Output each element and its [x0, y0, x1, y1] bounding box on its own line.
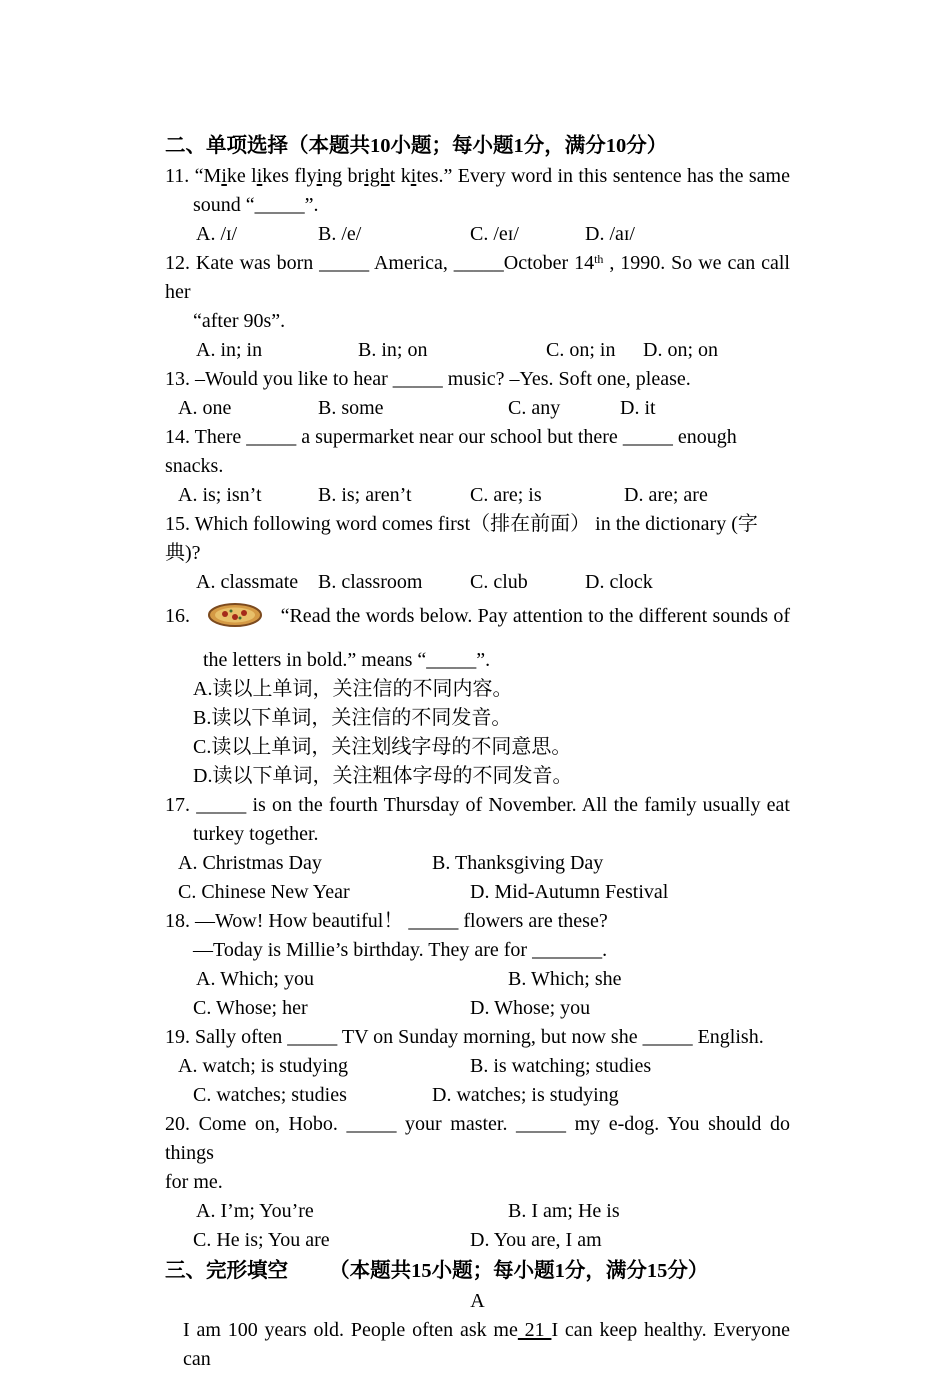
question-15-stem-line-1: 15. Which following word comes first（排在前面） in the dictionary (字典)? — [165, 513, 758, 564]
question-19-option-b: B. is watching; studies — [470, 1055, 652, 1077]
question-18-option-d: D. Whose; you — [470, 997, 591, 1019]
question-14 — [165, 423, 790, 510]
question-11-option-d: D. /aɪ/ — [585, 223, 635, 245]
passage-label: A — [470, 1290, 485, 1312]
question-20-options-row-1 — [165, 1197, 790, 1226]
question-18-stem-line-1: 18. —Wow! How beautiful！ _____ flowers are these? — [165, 910, 608, 932]
section-3-meta: （本题共15小题；每小题1分，满分15分） — [329, 1260, 709, 1282]
question-15-option-b: B. classroom — [318, 571, 423, 593]
question-17-option-a: A. Christmas Day — [178, 852, 322, 874]
question-13-option-a: A. one — [178, 397, 232, 419]
question-18-option-a: A. Which; you — [196, 968, 314, 990]
question-13-option-c: C. any — [508, 397, 561, 419]
question-14-option-c: C. are; is — [470, 484, 542, 506]
question-20-option-c: C. He is; You are — [193, 1229, 330, 1251]
question-16-stem-line-1 — [165, 602, 790, 637]
question-12-option-c: C. on; in — [546, 339, 616, 361]
question-11-stem-line-1: 11. “Mike likes flying bright kites.” Every word in this sentence has the same — [165, 165, 790, 187]
question-13-option-b: B. some — [318, 397, 384, 419]
question-17-option-d: D. Mid-Autumn Festival — [470, 881, 669, 903]
question-16-stem-line-2: the letters in bold.” means “_____”. — [203, 649, 491, 671]
question-19 — [165, 1023, 790, 1110]
question-13-options — [165, 394, 790, 423]
question-17-option-b: B. Thanksgiving Day — [432, 852, 604, 874]
question-18-stem-line-2: —Today is Millie’s birthday. They are for _______. — [193, 939, 608, 961]
question-16-stem-text: “Read the words below. Pay attention to the different sounds of — [280, 605, 791, 627]
question-15-option-c: C. club — [470, 571, 528, 593]
question-19-options-row-1 — [165, 1052, 790, 1081]
question-12-option-a: A. in; in — [196, 339, 263, 361]
question-18-options-row-2 — [165, 994, 790, 1023]
question-11-option-b: B. /e/ — [318, 223, 362, 245]
section-2-heading: 二、单项选择（本题共10小题；每小题1分，满分10分） — [165, 135, 668, 157]
question-17 — [165, 791, 790, 907]
question-19-option-c: C. watches; studies — [193, 1084, 347, 1106]
question-19-stem-line-1: 19. Sally often _____ TV on Sunday morning, but now she _____ English. — [165, 1026, 764, 1048]
question-11-stem-line-2: sound “_____”. — [193, 194, 319, 216]
question-12-stem-line-2: “after 90s”. — [193, 310, 286, 332]
question-16-option-c: C.读以上单词，关注划线字母的不同意思。 — [193, 736, 572, 758]
question-15 — [165, 510, 790, 597]
question-19-options-row-2 — [165, 1081, 790, 1110]
question-17-stem-line-2: turkey together. — [193, 823, 319, 845]
question-12-stem-line-1: 12. Kate was born _____ America, _____October 14th , 1990. So we can call her — [165, 252, 790, 303]
question-18-options-row-1 — [165, 965, 790, 994]
question-13-option-d: D. it — [620, 397, 656, 419]
question-18-option-b: B. Which; she — [508, 968, 622, 990]
question-12-option-d: D. on; on — [643, 339, 718, 361]
question-14-option-a: A. is; isn’t — [178, 484, 262, 506]
question-20-stem-line-1: 20. Come on, Hobo. _____ your master. _____ my e-dog. You should do things — [165, 1113, 790, 1164]
question-20 — [165, 1110, 790, 1255]
question-20-option-d: D. You are, I am — [470, 1229, 602, 1251]
question-12-option-b: B. in; on — [358, 339, 428, 361]
question-15-options — [165, 568, 790, 597]
question-11 — [165, 162, 790, 249]
question-20-option-a: A. I’m; You’re — [196, 1200, 314, 1222]
question-12 — [165, 249, 790, 365]
question-17-stem-line-1: 17. _____ is on the fourth Thursday of November. All the family usually eat — [165, 794, 790, 816]
question-13-stem-line-1: 13. –Would you like to hear _____ music? –Yes. Soft one, please. — [165, 368, 691, 390]
question-15-option-a: A. classmate — [196, 571, 299, 593]
question-20-option-b: B. I am; He is — [508, 1200, 620, 1222]
question-16-number: 16. — [165, 605, 190, 627]
question-14-stem-line-1: 14. There _____ a supermarket near our school but there _____ enough snacks. — [165, 426, 737, 477]
question-16-option-d: D.读以下单词，关注粗体字母的不同发音。 — [193, 765, 573, 787]
question-20-options-row-2 — [165, 1226, 790, 1255]
question-12-options — [165, 336, 790, 365]
question-11-options — [165, 220, 790, 249]
question-11-option-a: A. /ɪ/ — [196, 223, 238, 245]
passage-line-1: I am 100 years old. People often ask me 21 I can keep healthy. Everyone can — [183, 1319, 790, 1370]
question-15-option-d: D. clock — [585, 571, 653, 593]
question-17-options-row-2 — [165, 878, 790, 907]
question-14-option-d: D. are; are — [624, 484, 708, 506]
pizza-icon — [207, 602, 263, 637]
question-16 — [165, 602, 790, 791]
question-13 — [165, 365, 790, 423]
question-17-options-row-1 — [165, 849, 790, 878]
question-16-option-b: B.读以下单词，关注信的不同发音。 — [193, 707, 512, 729]
question-11-option-c: C. /eɪ/ — [470, 223, 519, 245]
question-16-option-a: A.读以上单词，关注信的不同内容。 — [193, 678, 513, 700]
question-18-option-c: C. Whose; her — [193, 997, 308, 1019]
question-18 — [165, 907, 790, 1023]
section-3-title: 三、完形填空 — [165, 1260, 288, 1282]
question-19-option-a: A. watch; is studying — [178, 1055, 348, 1077]
question-14-option-b: B. is; aren’t — [318, 484, 412, 506]
section-3-heading — [165, 1255, 790, 1287]
question-20-stem-line-2: for me. — [165, 1171, 223, 1193]
question-19-option-d: D. watches; is studying — [432, 1084, 619, 1106]
question-17-option-c: C. Chinese New Year — [178, 881, 350, 903]
question-14-options — [165, 481, 790, 510]
